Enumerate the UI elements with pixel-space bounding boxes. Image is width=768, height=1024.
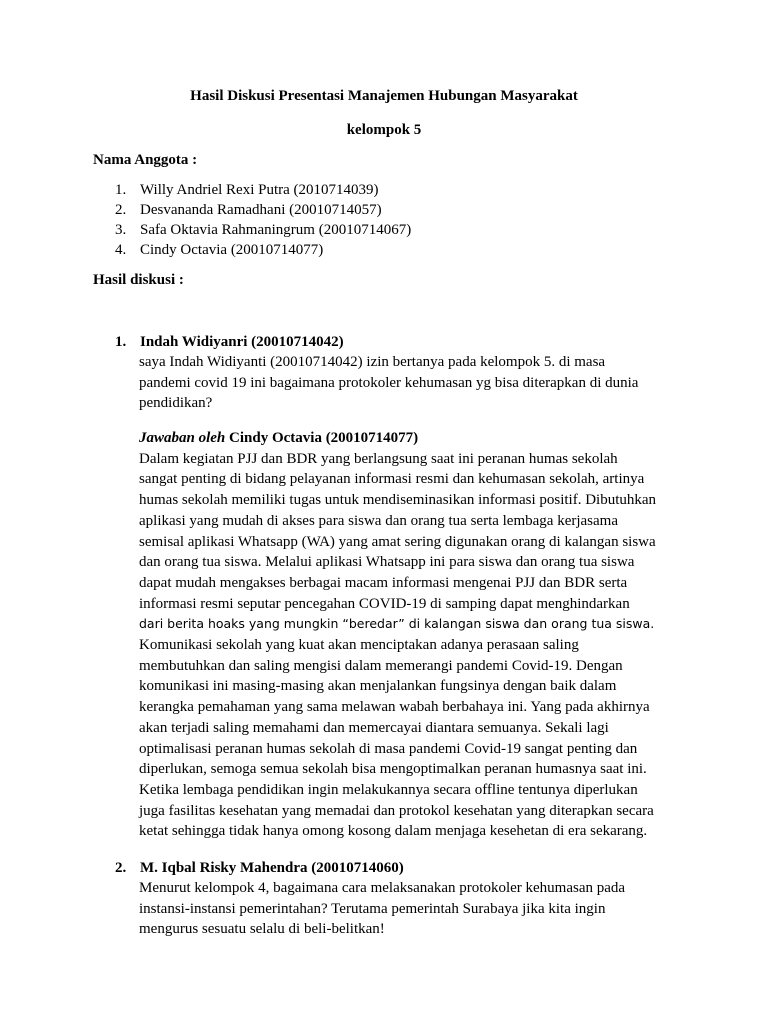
member-item: 3. Safa Oktavia Rahmaningrum (20010714067) — [115, 222, 412, 238]
question-2-name: M. Iqbal Risky Mahendra (20010714060) — [140, 860, 404, 876]
member-item: 2. Desvananda Ramadhani (20010714057) — [115, 202, 382, 218]
group-name: kelompok 5 — [346, 122, 422, 138]
answer-1-heading: Jawaban oleh Cindy Octavia (20010714077) — [139, 430, 419, 446]
answer-1: Jawaban oleh Cindy Octavia (20010714077) Dalam kegiatan PJJ dan BDR yang berlangsung saat ini peranan humas sekolah sangat penting di bidang pelayanan informasi resmi dan kehumasan sekolah, artinya humas sekolah memiliki tugas untuk mendiseminasikan informasi positif. Dibutuhkan aplikasi yang mudah di akses para siswa dan orang tua serta lembaga kerjasama semisal aplikasi Whatsapp (WA) yang amat sering digunakan orang di kalangan siswa dan orang tua siswa. Melalui aplikasi Whatsapp ini para siswa dan orang tua siswa dapat mudah mengakses berbagai macam informasi mengenai PJJ dan BDR serta informasi resmi seputar pencegahan COVID-19 di samping dapat menghindarkan dari berita hoaks yang mungkin “beredar” di kalangan siswa dan orang tua siswa. Komunikasi sekolah yang kuat akan menciptakan adanya perasaan saling membutuhkan dan saling mengisi dalam memerangi pandemi Covid-19. Dengan komunikasi ini masing-masing akan menjalankan fungsinya dengan baik dalam kerangka pemahaman yang sama melawan wabah berbahaya ini. Yang pada akhirnya akan terjadi saling memahami dan memercayai diantara semuanya. Sekali lagi optimalisasi peranan humas sekolah di masa pandemi Covid-19 sangat penting dan diperlukan, semoga semua sekolah bisa mengoptimalkan peranan humasnya saat ini. Ketika lembaga pendidikan ingin melakukannya secara offline tentunya diperlukan juga fasilitas kesehatan yang memadai dan protokol kesehatan yang diterapkan secara ketat sehingga tidak hanya omong kosong dalam menjaga kesehetan di era sekarang. — [139, 428, 699, 842]
document-title: Hasil Diskusi Presentasi Manajemen Hubungan Masyarakat — [190, 88, 578, 104]
members-label: Nama Anggota : — [93, 152, 198, 168]
question-1-heading: 1. Indah Widiyanri (20010714042) — [115, 334, 344, 350]
member-item: 1. Willy Andriel Rexi Putra (2010714039) — [115, 182, 379, 198]
members-list — [115, 180, 411, 260]
question-1-text: saya Indah Widiyanti (20010714042) izin bertanya pada kelompok 5. di masa pandemi covid 19 ini bagaimana protokoler kehumasan yg bisa diterapkan di dunia pendidikan? — [139, 354, 639, 412]
member-item: 4. Cindy Octavia (20010714077) — [115, 242, 324, 258]
results-label: Hasil diskusi : — [93, 272, 184, 288]
question-1-name: Indah Widiyanri (20010714042) — [140, 334, 344, 350]
question-2-heading: 2. M. Iqbal Risky Mahendra (20010714060) — [115, 860, 404, 876]
question-2-text: Menurut kelompok 4, bagaimana cara melaksanakan protokoler kehumasan pada instansi-instansi pemerintahan? Terutama pemerintah Surabaya jika kita ingin mengurus sesuatu selalu di beli-belitkan! — [139, 880, 626, 938]
